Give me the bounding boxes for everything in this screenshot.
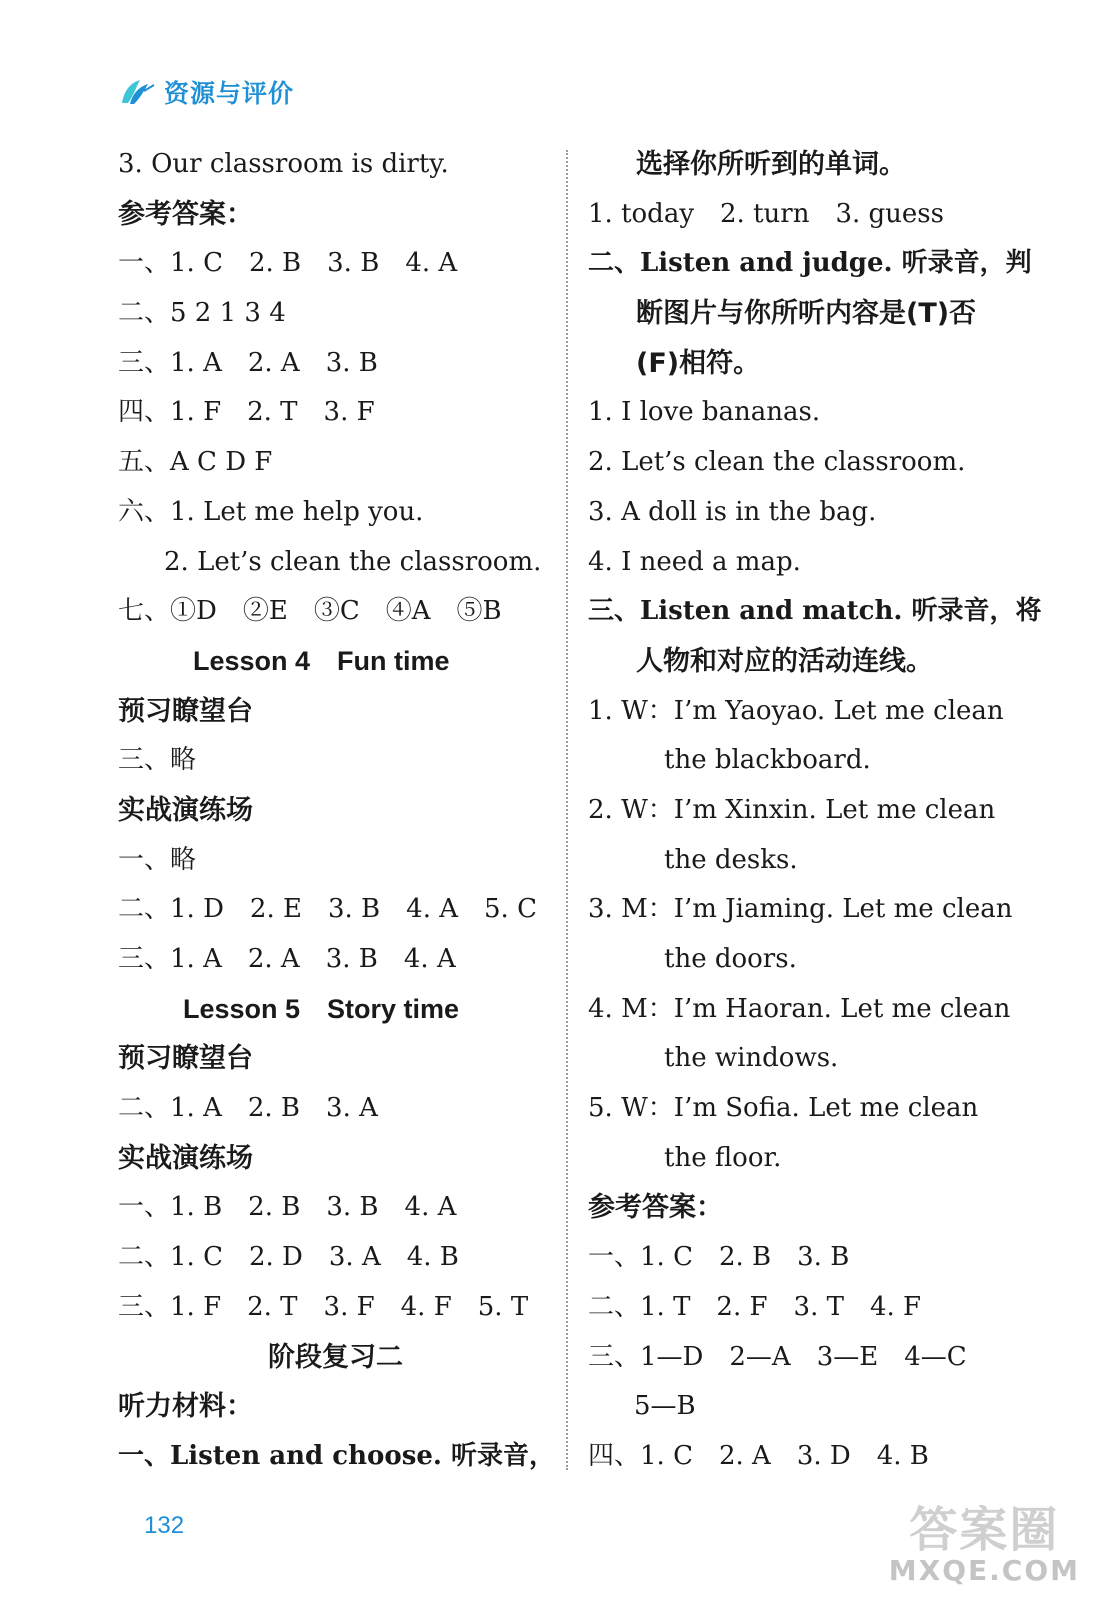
listening-line: the doors. (664, 944, 797, 974)
page-number: 132 (144, 1512, 185, 1539)
right-column (588, 140, 1042, 1482)
task-heading-cont: 断图片与你所听内容是(T)否 (636, 298, 977, 330)
listening-line: 5. W：I’m Sofia. Let me clean (588, 1093, 979, 1124)
answer-line: 二、1. D 2. E 3. B 4. A 5. C (118, 894, 537, 925)
brand-title: 资源与评价 (164, 79, 295, 108)
answer-line: 三、略 (118, 745, 197, 776)
task-heading-cont: (F)相符。 (636, 347, 761, 379)
task-heading-cont: 选择你所听到的单词。 (636, 149, 906, 180)
answer-line: 五、A C D F (118, 447, 273, 478)
answer-line: 一、略 (118, 844, 197, 875)
listening-line: the desks. (664, 844, 798, 875)
column-divider (566, 150, 568, 1470)
task-heading: 一、Listen and choose. 听录音， (118, 1440, 555, 1471)
listening-line: 1. today 2. turn 3. guess (588, 198, 944, 229)
listening-line: 1. W：I’m Yaoyao. Let me clean (588, 695, 1004, 726)
listening-line: 1. I love bananas. (588, 397, 821, 428)
watermark-main: 答案圈 (909, 1502, 1060, 1558)
answer-line: 2. Let’s clean the classroom. (164, 546, 542, 577)
answer-line: 二、1. C 2. D 3. A 4. B (118, 1242, 459, 1273)
answer-line: 二、1. T 2. F 3. T 4. F (588, 1291, 922, 1322)
answer-line: 三、1. A 2. A 3. B 4. A (118, 944, 456, 974)
task-heading: 三、Listen and match. 听录音，将 (588, 596, 1042, 627)
listening-line: the floor. (664, 1142, 782, 1173)
review-title: 阶段复习二 (268, 1341, 403, 1373)
answer-line: 三、1—D 2—A 3—E 4—C (588, 1341, 967, 1372)
watermark (889, 1504, 1080, 1586)
listening-line: the windows. (664, 1043, 839, 1074)
section-heading: 实战演练场 (118, 1142, 253, 1174)
answer-line: 二、5 2 1 3 4 (118, 298, 286, 329)
listening-line: 3. Our classroom is dirty. (118, 149, 449, 179)
answer-line: 七、①D ②E ③C ④A ⑤B (118, 596, 502, 627)
listening-line: 4. M：I’m Haoran. Let me clean (588, 993, 1011, 1024)
section-heading: 预习瞭望台 (118, 695, 253, 727)
listening-line: the blackboard. (664, 745, 871, 776)
left-column (118, 140, 558, 1482)
listening-line: 3. A doll is in the bag. (588, 496, 877, 527)
listening-line: 2. Let’s clean the classroom. (588, 447, 966, 478)
listening-line: 3. M：I’m Jiaming. Let me clean (588, 894, 1013, 925)
watermark-url: MXQE.COM (888, 1554, 1080, 1587)
listening-line: 2. W：I’m Xinxin. Let me clean (588, 794, 996, 825)
lesson-4-title: Lesson 4 Fun time (193, 645, 450, 676)
answer-line: 四、1. C 2. A 3. D 4. B (588, 1440, 929, 1471)
listening-line: 4. I need a map. (588, 546, 801, 577)
answer-line: 四、1. F 2. T 3. F (118, 397, 375, 428)
answer-line: 一、1. B 2. B 3. B 4. A (118, 1192, 457, 1223)
answer-line: 六、1. Let me help you. (118, 496, 424, 527)
section-heading: 预习瞭望台 (118, 1043, 253, 1075)
lesson-5-title: Lesson 5 Story time (183, 993, 460, 1024)
answer-line: 三、1. A 2. A 3. B (118, 347, 378, 378)
answer-line: 一、1. C 2. B 3. B (588, 1242, 850, 1273)
task-heading: 二、Listen and judge. 听录音，判 (588, 248, 1032, 279)
task-heading-cont: 人物和对应的活动连线。 (636, 645, 933, 677)
answer-line: 一、1. C 2. B 3. B 4. A (118, 248, 458, 279)
page-header (118, 74, 294, 110)
section-heading: 实战演练场 (118, 794, 253, 826)
answer-heading: 参考答案： (118, 198, 253, 230)
answer-line: 二、1. A 2. B 3. A (118, 1093, 378, 1124)
section-heading: 听力材料： (118, 1391, 253, 1423)
answer-line: 三、1. F 2. T 3. F 4. F 5. T (118, 1291, 529, 1322)
leaf-brand-icon (118, 77, 156, 107)
answer-line: 5—B (634, 1391, 696, 1422)
answer-heading: 参考答案： (588, 1192, 723, 1224)
